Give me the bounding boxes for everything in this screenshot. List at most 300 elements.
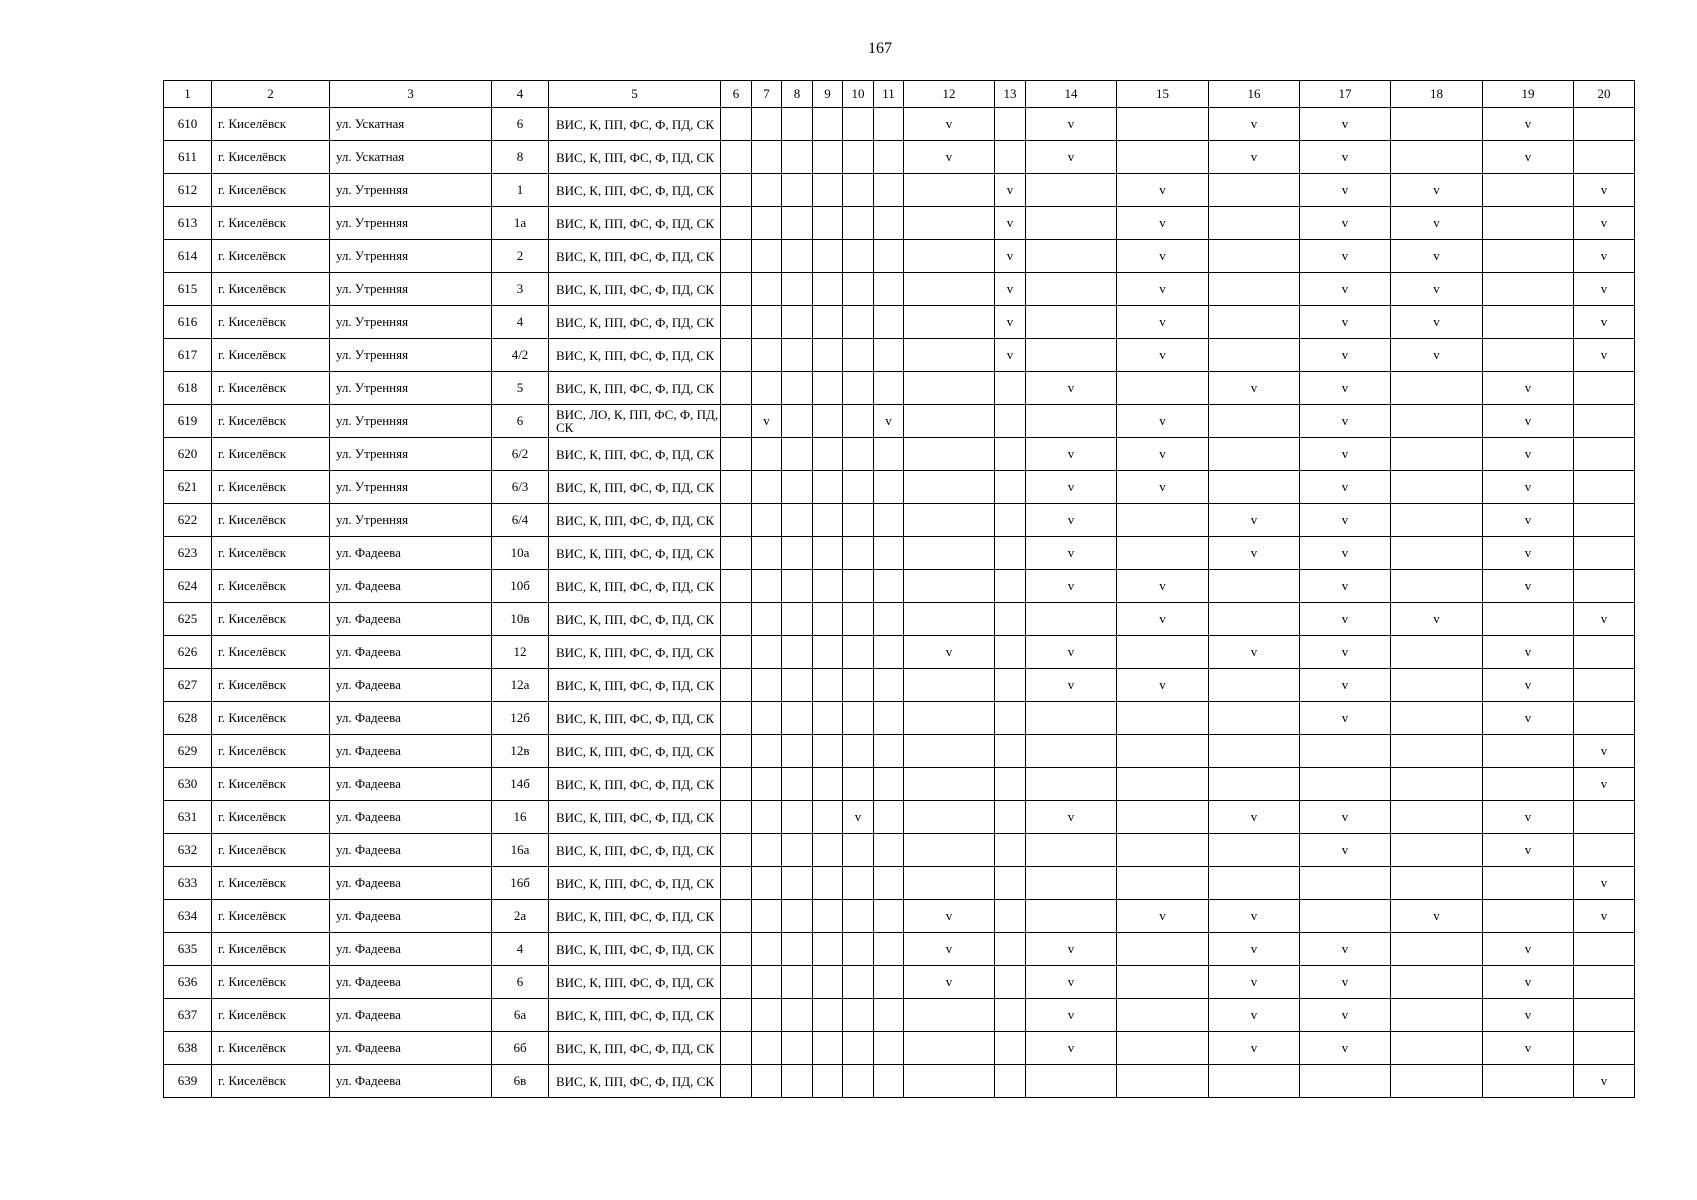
city-cell: г. Киселёвск <box>212 537 330 570</box>
mark-cell <box>1026 834 1117 867</box>
mark-cell <box>1026 867 1117 900</box>
mark-cell <box>1026 900 1117 933</box>
mark-cell <box>874 339 904 372</box>
work-types-cell: ВИС, К, ПП, ФС, Ф, ПД, СК <box>549 207 721 240</box>
column-header: 9 <box>813 81 843 108</box>
mark-cell <box>782 537 813 570</box>
mark-cell: v <box>1574 735 1635 768</box>
page-number: 167 <box>868 40 892 57</box>
mark-cell <box>1391 438 1483 471</box>
table-row <box>164 669 1635 702</box>
mark-cell <box>782 273 813 306</box>
mark-cell: v <box>1300 339 1391 372</box>
row-number-cell: 621 <box>164 471 212 504</box>
house-number-cell: 4/2 <box>492 339 549 372</box>
mark-cell <box>752 306 782 339</box>
mark-cell <box>721 999 752 1032</box>
column-header: 6 <box>721 81 752 108</box>
mark-cell <box>1026 405 1117 438</box>
mark-cell <box>995 834 1026 867</box>
city-cell: г. Киселёвск <box>212 1065 330 1098</box>
mark-cell <box>813 240 843 273</box>
mark-cell: v <box>904 636 995 669</box>
mark-cell <box>1209 471 1300 504</box>
mark-cell <box>721 339 752 372</box>
mark-cell <box>752 273 782 306</box>
mark-cell: v <box>995 306 1026 339</box>
mark-cell <box>1574 966 1635 999</box>
mark-cell: v <box>1300 504 1391 537</box>
mark-cell <box>1026 207 1117 240</box>
mark-cell <box>782 900 813 933</box>
mark-cell: v <box>1300 603 1391 636</box>
mark-cell <box>752 669 782 702</box>
street-cell: ул. Ускатная <box>330 108 492 141</box>
city-cell: г. Киселёвск <box>212 900 330 933</box>
mark-cell: v <box>1209 801 1300 834</box>
mark-cell <box>843 636 874 669</box>
mark-cell: v <box>1026 438 1117 471</box>
mark-cell <box>813 141 843 174</box>
city-cell: г. Киселёвск <box>212 372 330 405</box>
mark-cell <box>782 669 813 702</box>
mark-cell <box>782 1032 813 1065</box>
mark-cell <box>721 702 752 735</box>
mark-cell <box>1209 867 1300 900</box>
city-cell: г. Киселёвск <box>212 141 330 174</box>
mark-cell <box>813 735 843 768</box>
mark-cell <box>752 933 782 966</box>
mark-cell <box>904 768 995 801</box>
mark-cell: v <box>1300 966 1391 999</box>
work-types-cell: ВИС, К, ПП, ФС, Ф, ПД, СК <box>549 108 721 141</box>
mark-cell: v <box>1300 405 1391 438</box>
mark-cell: v <box>1026 801 1117 834</box>
mark-cell <box>995 372 1026 405</box>
row-number-cell: 623 <box>164 537 212 570</box>
mark-cell <box>813 174 843 207</box>
mark-cell <box>1483 339 1574 372</box>
mark-cell <box>752 537 782 570</box>
mark-cell <box>1574 570 1635 603</box>
table-row <box>164 702 1635 735</box>
mark-cell: v <box>1391 207 1483 240</box>
mark-cell <box>752 867 782 900</box>
mark-cell <box>995 966 1026 999</box>
work-types-cell: ВИС, К, ПП, ФС, Ф, ПД, СК <box>549 867 721 900</box>
house-number-cell: 6 <box>492 966 549 999</box>
mark-cell <box>1391 1065 1483 1098</box>
row-number-cell: 634 <box>164 900 212 933</box>
mark-cell: v <box>1300 933 1391 966</box>
city-cell: г. Киселёвск <box>212 603 330 636</box>
work-types-cell: ВИС, К, ПП, ФС, Ф, ПД, СК <box>549 471 721 504</box>
house-number-cell: 6/3 <box>492 471 549 504</box>
mark-cell <box>721 174 752 207</box>
mark-cell: v <box>1117 273 1209 306</box>
street-cell: ул. Утренняя <box>330 306 492 339</box>
mark-cell: v <box>995 174 1026 207</box>
house-number-cell: 6а <box>492 999 549 1032</box>
mark-cell <box>995 900 1026 933</box>
column-header: 5 <box>549 81 721 108</box>
mark-cell <box>752 504 782 537</box>
mark-cell: v <box>1026 669 1117 702</box>
mark-cell <box>782 735 813 768</box>
mark-cell <box>904 471 995 504</box>
mark-cell: v <box>1026 1032 1117 1065</box>
mark-cell <box>813 438 843 471</box>
mark-cell <box>904 603 995 636</box>
mark-cell: v <box>1574 768 1635 801</box>
work-types-cell: ВИС, К, ПП, ФС, Ф, ПД, СК <box>549 900 721 933</box>
mark-cell: v <box>1026 471 1117 504</box>
city-cell: г. Киселёвск <box>212 240 330 273</box>
mark-cell <box>904 405 995 438</box>
mark-cell: v <box>1483 702 1574 735</box>
house-number-cell: 6б <box>492 1032 549 1065</box>
mark-cell <box>995 1065 1026 1098</box>
mark-cell <box>1117 999 1209 1032</box>
mark-cell <box>782 570 813 603</box>
mark-cell <box>721 768 752 801</box>
street-cell: ул. Утренняя <box>330 339 492 372</box>
mark-cell: v <box>904 141 995 174</box>
mark-cell <box>1574 801 1635 834</box>
mark-cell <box>721 570 752 603</box>
row-number-cell: 631 <box>164 801 212 834</box>
city-cell: г. Киселёвск <box>212 999 330 1032</box>
mark-cell <box>1117 702 1209 735</box>
mark-cell <box>782 372 813 405</box>
mark-cell <box>874 867 904 900</box>
street-cell: ул. Фадеева <box>330 999 492 1032</box>
city-cell: г. Киселёвск <box>212 207 330 240</box>
work-types-cell: ВИС, К, ПП, ФС, Ф, ПД, СК <box>549 966 721 999</box>
street-cell: ул. Ускатная <box>330 141 492 174</box>
header-row <box>164 81 1635 108</box>
mark-cell: v <box>1026 372 1117 405</box>
city-cell: г. Киселёвск <box>212 768 330 801</box>
mark-cell <box>1391 834 1483 867</box>
mark-cell <box>995 867 1026 900</box>
mark-cell: v <box>1300 834 1391 867</box>
work-types-cell: ВИС, К, ПП, ФС, Ф, ПД, СК <box>549 537 721 570</box>
mark-cell <box>813 504 843 537</box>
mark-cell <box>1574 537 1635 570</box>
table-row <box>164 1065 1635 1098</box>
mark-cell: v <box>1391 273 1483 306</box>
mark-cell <box>843 339 874 372</box>
mark-cell <box>752 834 782 867</box>
mark-cell <box>813 603 843 636</box>
city-cell: г. Киселёвск <box>212 867 330 900</box>
work-types-cell: ВИС, К, ПП, ФС, Ф, ПД, СК <box>549 438 721 471</box>
mark-cell: v <box>1026 636 1117 669</box>
mark-cell: v <box>1117 669 1209 702</box>
row-number-cell: 614 <box>164 240 212 273</box>
mark-cell: v <box>1483 405 1574 438</box>
mark-cell: v <box>1483 108 1574 141</box>
street-cell: ул. Фадеева <box>330 768 492 801</box>
mark-cell: v <box>1209 537 1300 570</box>
mark-cell <box>874 372 904 405</box>
mark-cell: v <box>1574 273 1635 306</box>
mark-cell <box>1300 735 1391 768</box>
row-number-cell: 617 <box>164 339 212 372</box>
mark-cell <box>843 570 874 603</box>
house-number-cell: 3 <box>492 273 549 306</box>
mark-cell <box>874 108 904 141</box>
mark-cell: v <box>1300 141 1391 174</box>
mark-cell: v <box>1300 240 1391 273</box>
mark-cell <box>904 174 995 207</box>
mark-cell <box>874 471 904 504</box>
mark-cell <box>1026 339 1117 372</box>
mark-cell: v <box>1300 702 1391 735</box>
mark-cell <box>1391 1032 1483 1065</box>
mark-cell <box>843 1032 874 1065</box>
mark-cell: v <box>1300 273 1391 306</box>
mark-cell <box>721 1032 752 1065</box>
street-cell: ул. Фадеева <box>330 735 492 768</box>
mark-cell: v <box>1026 504 1117 537</box>
mark-cell <box>995 108 1026 141</box>
mark-cell <box>752 141 782 174</box>
mark-cell <box>995 141 1026 174</box>
mark-cell: v <box>1026 570 1117 603</box>
table-row <box>164 108 1635 141</box>
mark-cell: v <box>843 801 874 834</box>
mark-cell: v <box>995 240 1026 273</box>
table-row <box>164 438 1635 471</box>
mark-cell <box>995 537 1026 570</box>
work-types-cell: ВИС, К, ПП, ФС, Ф, ПД, СК <box>549 603 721 636</box>
street-cell: ул. Фадеева <box>330 966 492 999</box>
mark-cell <box>721 471 752 504</box>
mark-cell: v <box>1483 999 1574 1032</box>
mark-cell <box>721 306 752 339</box>
mark-cell: v <box>1483 537 1574 570</box>
mark-cell: v <box>1117 900 1209 933</box>
work-types-cell: ВИС, К, ПП, ФС, Ф, ПД, СК <box>549 141 721 174</box>
column-header: 7 <box>752 81 782 108</box>
column-header: 3 <box>330 81 492 108</box>
work-types-cell: ВИС, К, ПП, ФС, Ф, ПД, СК <box>549 735 721 768</box>
mark-cell: v <box>904 900 995 933</box>
house-number-cell: 16б <box>492 867 549 900</box>
mark-cell <box>843 702 874 735</box>
city-cell: г. Киселёвск <box>212 735 330 768</box>
mark-cell <box>782 603 813 636</box>
mark-cell: v <box>1209 999 1300 1032</box>
table-row <box>164 504 1635 537</box>
mark-cell <box>782 636 813 669</box>
mark-cell: v <box>1300 669 1391 702</box>
mark-cell <box>1574 405 1635 438</box>
house-number-cell: 2а <box>492 900 549 933</box>
mark-cell <box>721 537 752 570</box>
mark-cell: v <box>995 339 1026 372</box>
street-cell: ул. Утренняя <box>330 438 492 471</box>
work-types-cell: ВИС, К, ПП, ФС, Ф, ПД, СК <box>549 570 721 603</box>
table-row <box>164 471 1635 504</box>
mark-cell <box>782 405 813 438</box>
mark-cell <box>904 867 995 900</box>
mark-cell <box>813 867 843 900</box>
mark-cell <box>752 207 782 240</box>
mark-cell <box>721 438 752 471</box>
house-number-cell: 16 <box>492 801 549 834</box>
row-number-cell: 637 <box>164 999 212 1032</box>
mark-cell <box>1574 108 1635 141</box>
mark-cell <box>843 108 874 141</box>
house-number-cell: 6 <box>492 108 549 141</box>
mark-cell <box>843 405 874 438</box>
mark-cell: v <box>1117 603 1209 636</box>
mark-cell: v <box>904 933 995 966</box>
mark-cell <box>995 504 1026 537</box>
mark-cell <box>1574 702 1635 735</box>
mark-cell <box>1300 1065 1391 1098</box>
mark-cell <box>1209 735 1300 768</box>
street-cell: ул. Фадеева <box>330 933 492 966</box>
city-cell: г. Киселёвск <box>212 669 330 702</box>
mark-cell <box>1483 900 1574 933</box>
street-cell: ул. Фадеева <box>330 900 492 933</box>
mark-cell <box>1117 768 1209 801</box>
house-number-cell: 10в <box>492 603 549 636</box>
mark-cell <box>904 801 995 834</box>
mark-cell <box>813 1065 843 1098</box>
city-cell: г. Киселёвск <box>212 1032 330 1065</box>
mark-cell: v <box>1574 603 1635 636</box>
mark-cell <box>904 207 995 240</box>
column-header: 1 <box>164 81 212 108</box>
table-row <box>164 900 1635 933</box>
mark-cell: v <box>1209 636 1300 669</box>
mark-cell <box>1026 306 1117 339</box>
mark-cell <box>813 999 843 1032</box>
mark-cell <box>843 603 874 636</box>
mark-cell: v <box>1026 933 1117 966</box>
house-number-cell: 4 <box>492 933 549 966</box>
mark-cell <box>904 702 995 735</box>
city-cell: г. Киселёвск <box>212 438 330 471</box>
mark-cell <box>874 702 904 735</box>
mark-cell <box>995 669 1026 702</box>
mark-cell <box>904 1032 995 1065</box>
row-number-cell: 626 <box>164 636 212 669</box>
mark-cell: v <box>1483 966 1574 999</box>
mark-cell <box>843 174 874 207</box>
row-number-cell: 635 <box>164 933 212 966</box>
mark-cell <box>843 867 874 900</box>
work-types-cell: ВИС, К, ПП, ФС, Ф, ПД, СК <box>549 702 721 735</box>
mark-cell <box>843 207 874 240</box>
mark-cell <box>1300 768 1391 801</box>
mark-cell <box>1574 834 1635 867</box>
mark-cell <box>874 504 904 537</box>
mark-cell <box>813 933 843 966</box>
mark-cell <box>1574 999 1635 1032</box>
mark-cell: v <box>1483 372 1574 405</box>
mark-cell: v <box>1209 933 1300 966</box>
mark-cell <box>752 570 782 603</box>
mark-cell <box>813 702 843 735</box>
mark-cell <box>995 570 1026 603</box>
mark-cell <box>721 834 752 867</box>
mark-cell <box>1391 999 1483 1032</box>
work-types-cell: ВИС, К, ПП, ФС, Ф, ПД, СК <box>549 372 721 405</box>
house-number-cell: 4 <box>492 306 549 339</box>
mark-cell <box>904 735 995 768</box>
mark-cell <box>1026 603 1117 636</box>
mark-cell <box>843 141 874 174</box>
column-header: 16 <box>1209 81 1300 108</box>
mark-cell: v <box>1117 405 1209 438</box>
street-cell: ул. Фадеева <box>330 603 492 636</box>
mark-cell <box>813 570 843 603</box>
mark-cell <box>904 1065 995 1098</box>
mark-cell <box>843 768 874 801</box>
mark-cell <box>843 834 874 867</box>
mark-cell <box>752 1065 782 1098</box>
street-cell: ул. Утренняя <box>330 471 492 504</box>
mark-cell <box>995 801 1026 834</box>
mark-cell <box>904 570 995 603</box>
mark-cell <box>874 669 904 702</box>
mark-cell: v <box>1483 504 1574 537</box>
mark-cell <box>813 372 843 405</box>
mark-cell <box>1574 636 1635 669</box>
mark-cell <box>782 867 813 900</box>
mark-cell <box>782 240 813 273</box>
mark-cell <box>721 273 752 306</box>
city-cell: г. Киселёвск <box>212 306 330 339</box>
mark-cell <box>1391 702 1483 735</box>
mark-cell <box>843 306 874 339</box>
mark-cell <box>995 999 1026 1032</box>
table-row <box>164 537 1635 570</box>
table-row <box>164 933 1635 966</box>
city-cell: г. Киселёвск <box>212 273 330 306</box>
address-table <box>163 80 1635 1098</box>
mark-cell <box>721 1065 752 1098</box>
mark-cell <box>1026 1065 1117 1098</box>
mark-cell <box>874 966 904 999</box>
mark-cell <box>721 207 752 240</box>
mark-cell <box>843 240 874 273</box>
mark-cell <box>874 207 904 240</box>
mark-cell <box>1483 735 1574 768</box>
street-cell: ул. Утренняя <box>330 504 492 537</box>
column-header: 17 <box>1300 81 1391 108</box>
mark-cell: v <box>1483 636 1574 669</box>
mark-cell <box>1117 372 1209 405</box>
table-row <box>164 207 1635 240</box>
mark-cell: v <box>904 108 995 141</box>
city-cell: г. Киселёвск <box>212 801 330 834</box>
mark-cell <box>721 636 752 669</box>
city-cell: г. Киселёвск <box>212 834 330 867</box>
mark-cell: v <box>1391 240 1483 273</box>
row-number-cell: 619 <box>164 405 212 438</box>
table-row <box>164 141 1635 174</box>
mark-cell <box>813 306 843 339</box>
mark-cell: v <box>1300 537 1391 570</box>
house-number-cell: 1а <box>492 207 549 240</box>
